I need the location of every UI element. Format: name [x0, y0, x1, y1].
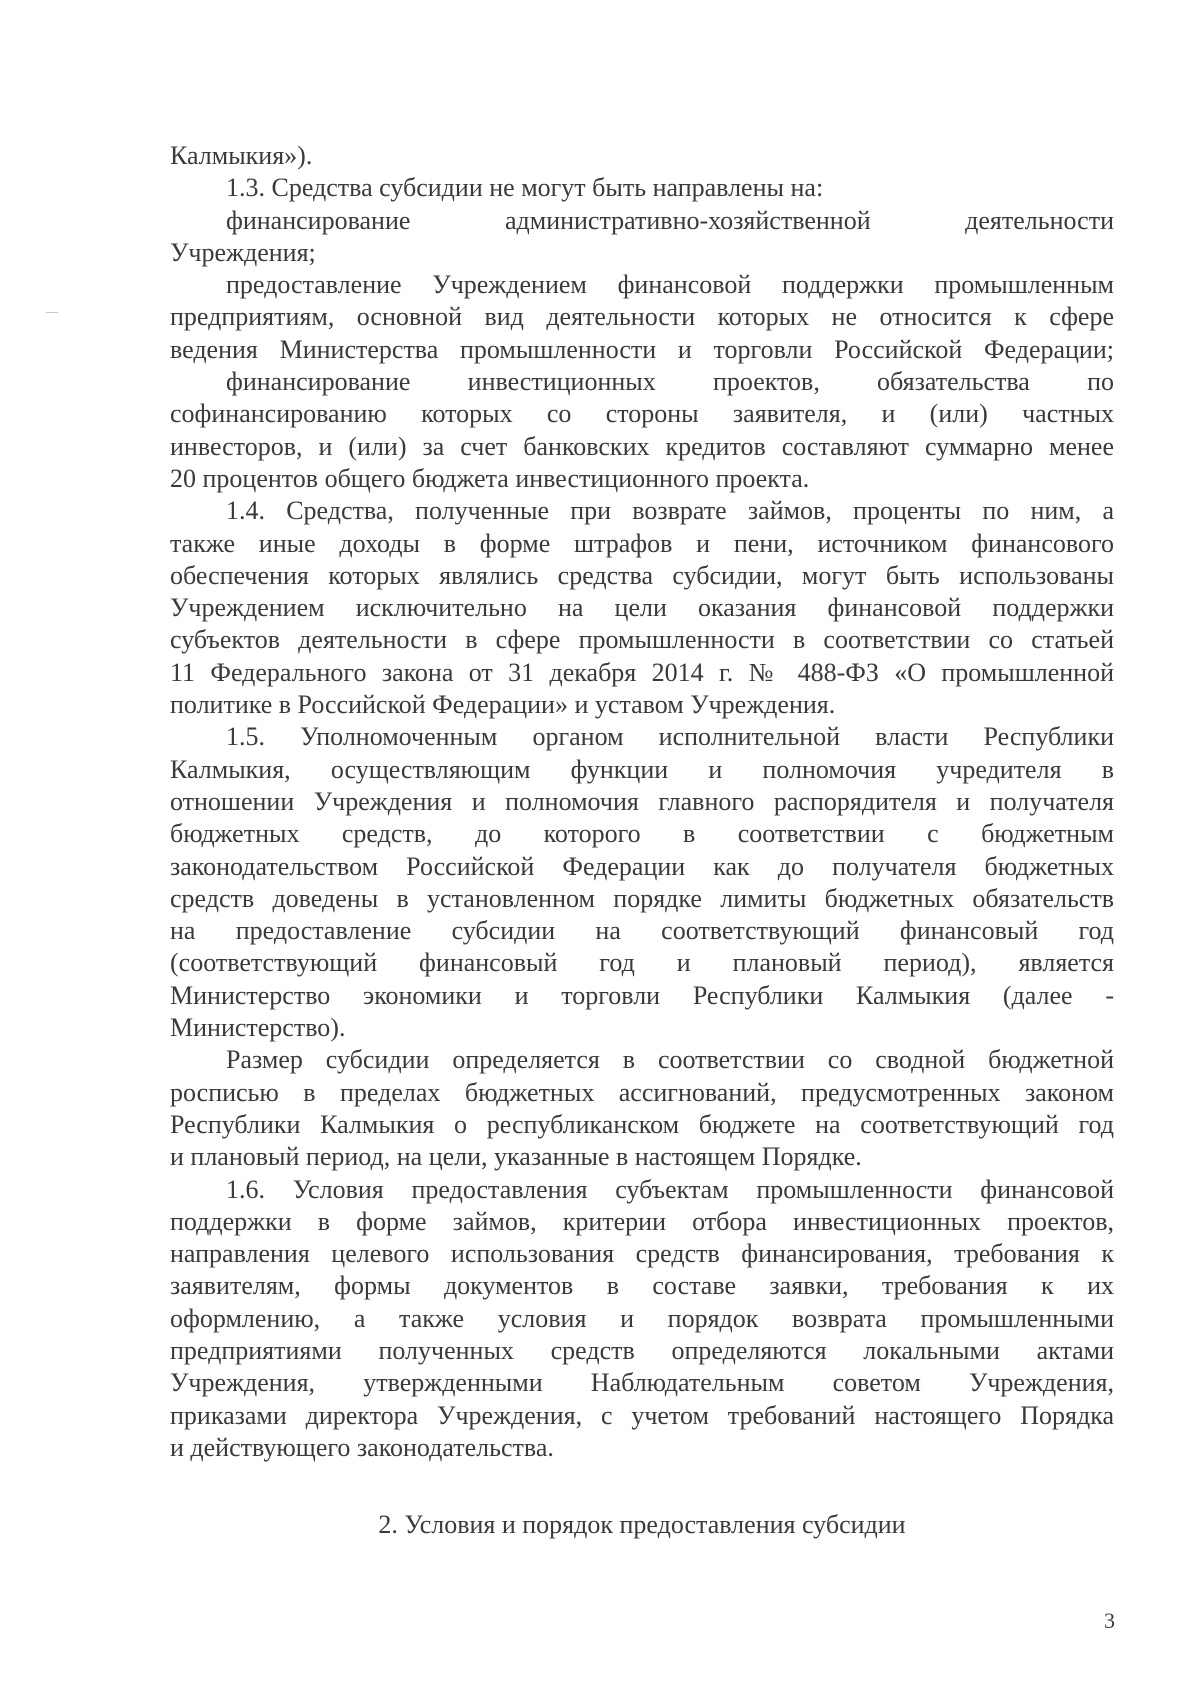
text-line: направления целевого использования средств финансирования, требования к: [170, 1239, 1114, 1269]
text-line: отношении Учреждения и полномочия главного распорядителя и получателя: [170, 786, 1114, 816]
text-line: росписью в пределах бюджетных ассигнований, предусмотренных законом: [170, 1077, 1114, 1107]
text-line: политике в Российской Федерации» и уставом Учреждения.: [170, 690, 836, 720]
text-line: Учреждением исключительно на цели оказания финансовой поддержки: [170, 593, 1114, 623]
text-line: Учреждения, утвержденными Наблюдательным советом Учреждения,: [170, 1368, 1114, 1398]
page-number: 3: [1104, 1608, 1115, 1633]
text-line: Учреждения;: [170, 237, 316, 267]
text-line: заявителям, формы документов в составе заявки, требования к их: [170, 1271, 1114, 1301]
text-line: Министерство экономики и торговли Республики Калмыкия (далее -: [170, 980, 1114, 1010]
text-line: и действующего законодательства.: [170, 1432, 554, 1462]
text-line: поддержки в форме займов, критерии отбора инвестиционных проектов,: [170, 1206, 1114, 1236]
text-line: 20 процентов общего бюджета инвестиционного проекта.: [170, 463, 810, 493]
text-line: и плановый период, на цели, указанные в настоящем Порядке.: [170, 1142, 862, 1172]
text-line: также иные доходы в форме штрафов и пени, источником финансового: [170, 528, 1114, 558]
text-line: предприятиями полученных средств определяются локальными актами: [170, 1335, 1114, 1365]
text-line: (соответствующий финансовый год и плановый период), является: [170, 948, 1114, 978]
text-line: 1.6. Условия предоставления субъектам промышленности финансовой: [226, 1174, 1114, 1204]
text-line: бюджетных средств, до которого в соответствии с бюджетным: [170, 819, 1114, 849]
text-line: 1.3. Средства субсидии не могут быть направлены на:: [226, 173, 824, 203]
text-line: ведения Министерства промышленности и торговли Российской Федерации;: [170, 334, 1114, 364]
text-line: Размер субсидии определяется в соответствии со сводной бюджетной: [226, 1045, 1114, 1075]
text-line: обеспечения которых являлись средства субсидии, могут быть использованы: [170, 560, 1114, 590]
text-line: финансирование административно-хозяйственной деятельности: [226, 205, 1114, 235]
text-line: на предоставление субсидии на соответствующий финансовый год: [170, 916, 1114, 946]
text-line: приказами директора Учреждения, с учетом требований настоящего Порядка: [170, 1400, 1114, 1430]
text-line: 1.4. Средства, полученные при возврате займов, проценты по ним, а: [226, 496, 1114, 526]
text-line: Республики Калмыкия о республиканском бюджете на соответствующий год: [170, 1109, 1114, 1139]
text-line: предоставление Учреждением финансовой поддержки промышленным: [226, 270, 1114, 300]
text-line: Калмыкия, осуществляющим функции и полномочия учредителя в: [170, 754, 1114, 784]
text-line: оформлению, а также условия и порядок возврата промышленными: [170, 1303, 1114, 1333]
text-line: Калмыкия»).: [170, 141, 313, 170]
text-line: инвесторов, и (или) за счет банковских кредитов составляют суммарно менее: [170, 431, 1114, 461]
scan-artifact: [46, 312, 58, 313]
text-line: Министерство).: [170, 1013, 346, 1043]
text-line: 11 Федерального закона от 31 декабря 2014 г. № 488-ФЗ «О промышленной: [170, 657, 1114, 687]
text-line: софинансированию которых со стороны заявителя, и (или) частных: [170, 399, 1114, 429]
text-line: законодательством Российской Федерации как до получателя бюджетных: [170, 851, 1114, 881]
text-line: финансирование инвестиционных проектов, обязательства по: [226, 367, 1114, 397]
body-text: [170, 140, 1114, 1464]
text-line: средств доведены в установленном порядке лимиты бюджетных обязательств: [170, 883, 1114, 913]
text-line: предприятиям, основной вид деятельности которых не относится к сфере: [170, 302, 1114, 332]
text-line: 1.5. Уполномоченным органом исполнительной власти Республики: [226, 722, 1114, 752]
text-line: субъектов деятельности в сфере промышленности в соответствии со статьей: [170, 625, 1114, 655]
section-heading: 2. Условия и порядок предоставления субсидии: [378, 1510, 906, 1539]
